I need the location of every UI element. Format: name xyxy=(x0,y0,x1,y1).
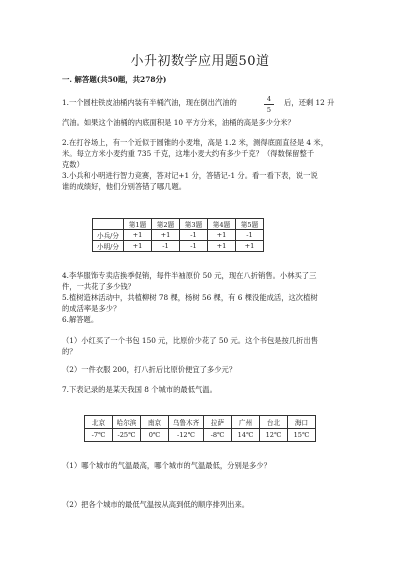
fraction xyxy=(264,95,274,114)
city-cell: 台北 xyxy=(260,416,288,429)
question-2-line-3: 克数） xyxy=(62,160,84,169)
city-cell: 拉萨 xyxy=(204,416,232,429)
table-cell: +1 xyxy=(124,241,152,252)
question-4-line-2: 件，一共花了多少钱？ xyxy=(62,282,135,291)
row-label: 小明/分 xyxy=(93,241,124,252)
city-cell: 海口 xyxy=(288,416,316,429)
table-header-cell: 第2题 xyxy=(152,219,180,230)
table-cell: -1 xyxy=(180,241,208,252)
score-table xyxy=(92,218,264,252)
temperature-cell: 14℃ xyxy=(232,429,260,442)
temperature-cell: -12℃ xyxy=(169,429,204,442)
temperature-table xyxy=(84,415,316,442)
question-7-line-1: 7.下表记录的是某天我国 8 个城市的最低气温。 xyxy=(62,385,217,394)
question-3-line-2: 谁的成绩好，他们分别答错了哪几题。 xyxy=(62,182,187,191)
question-5-line-1: 5.植树造林活动中，共植柳树 78 棵，杨树 56 棵，有 6 棵没能成活，这次植树 xyxy=(62,293,318,302)
table-cell: +1 xyxy=(208,230,236,241)
temperature-cell: 12℃ xyxy=(260,429,288,442)
temperature-cell: -7℃ xyxy=(85,429,113,442)
table-cell: +1 xyxy=(208,241,236,252)
table-cell: +1 xyxy=(236,241,264,252)
temperature-cell: -25℃ xyxy=(113,429,141,442)
score-table-header-row xyxy=(93,219,264,230)
question-2-line-1: 2.在打谷场上，有一个近似于圆锥的小麦堆，高是 1.2 米，测得底面直径是 4 米， xyxy=(62,138,328,147)
fraction-denominator: 5 xyxy=(266,106,272,114)
table-cell: -1 xyxy=(152,241,180,252)
question-1-text-a: 1.一个圆柱铁皮油桶内装有半桶汽油，现在倒出汽油的 xyxy=(62,98,237,107)
fraction-bar xyxy=(264,104,274,105)
question-7-sub-1: （1）哪个城市的气温最高，哪个城市的气温最低，分别是多少？ xyxy=(62,461,271,470)
page-title: 小升初数学应用题50道 xyxy=(130,54,270,69)
table-cell: -1 xyxy=(180,230,208,241)
table-cell: -1 xyxy=(236,230,264,241)
fraction-numerator: 4 xyxy=(266,95,272,103)
city-cell: 北京 xyxy=(85,416,113,429)
section-heading: 一. 解答题(共50题，共278分) xyxy=(62,75,167,84)
question-2-line-2: 米。每立方米小麦约重 735 千克，这堆小麦大约有多少千克？（得数保留整千 xyxy=(62,149,315,158)
city-cell: 广州 xyxy=(232,416,260,429)
table-cell: +1 xyxy=(152,230,180,241)
temperature-cell: -8℃ xyxy=(204,429,232,442)
table-header-cell: 第3题 xyxy=(180,219,208,230)
question-1-text-b: 后，还剩 12 升 xyxy=(284,98,335,107)
city-cell: 乌鲁木齐 xyxy=(169,416,204,429)
city-cell: 南京 xyxy=(141,416,169,429)
temperature-cell: 15℃ xyxy=(288,429,316,442)
table-header-cell: 第5题 xyxy=(236,219,264,230)
question-6-sub-1-line-2: 的？ xyxy=(62,347,77,356)
table-row xyxy=(85,416,316,429)
question-4-line-1: 4.李华服饰专卖店换季促销，每件半袖原价 50 元，现在八折销售。小林买了三 xyxy=(62,271,317,280)
table-header-cell: 第4题 xyxy=(208,219,236,230)
question-6-sub-2: （2）一件衣服 200，打八折后比原价便宜了多少元？ xyxy=(62,365,237,374)
table-row xyxy=(85,429,316,442)
question-3-line-1: 3.小兵和小明进行智力竞赛，答对记+1 分，答错记-1 分。看一看下表，说一说 xyxy=(62,171,318,180)
table-header-cell: 第1题 xyxy=(124,219,152,230)
table-row xyxy=(93,230,264,241)
question-1-line-2: 汽油。如果这个油桶的内底面积是 10 平方分米，油桶的高是多少分米？ xyxy=(62,118,295,127)
table-header-cell xyxy=(93,219,124,230)
table-cell: +1 xyxy=(124,230,152,241)
question-6-sub-1-line-1: （1）小红买了一个书包 150 元，比原价少花了 50 元。这个书包是按几折出售 xyxy=(62,336,319,345)
city-cell: 哈尔滨 xyxy=(113,416,141,429)
question-5-line-2: 的成活率是多少？ xyxy=(62,304,121,313)
row-label: 小兵/分 xyxy=(93,230,124,241)
question-7-sub-2: （2）把各个城市的最低气温按从高到低的顺序排列出来。 xyxy=(62,500,250,509)
temperature-cell: 0℃ xyxy=(141,429,169,442)
question-6-line-1: 6.解答题。 xyxy=(62,315,99,324)
table-row xyxy=(93,241,264,252)
